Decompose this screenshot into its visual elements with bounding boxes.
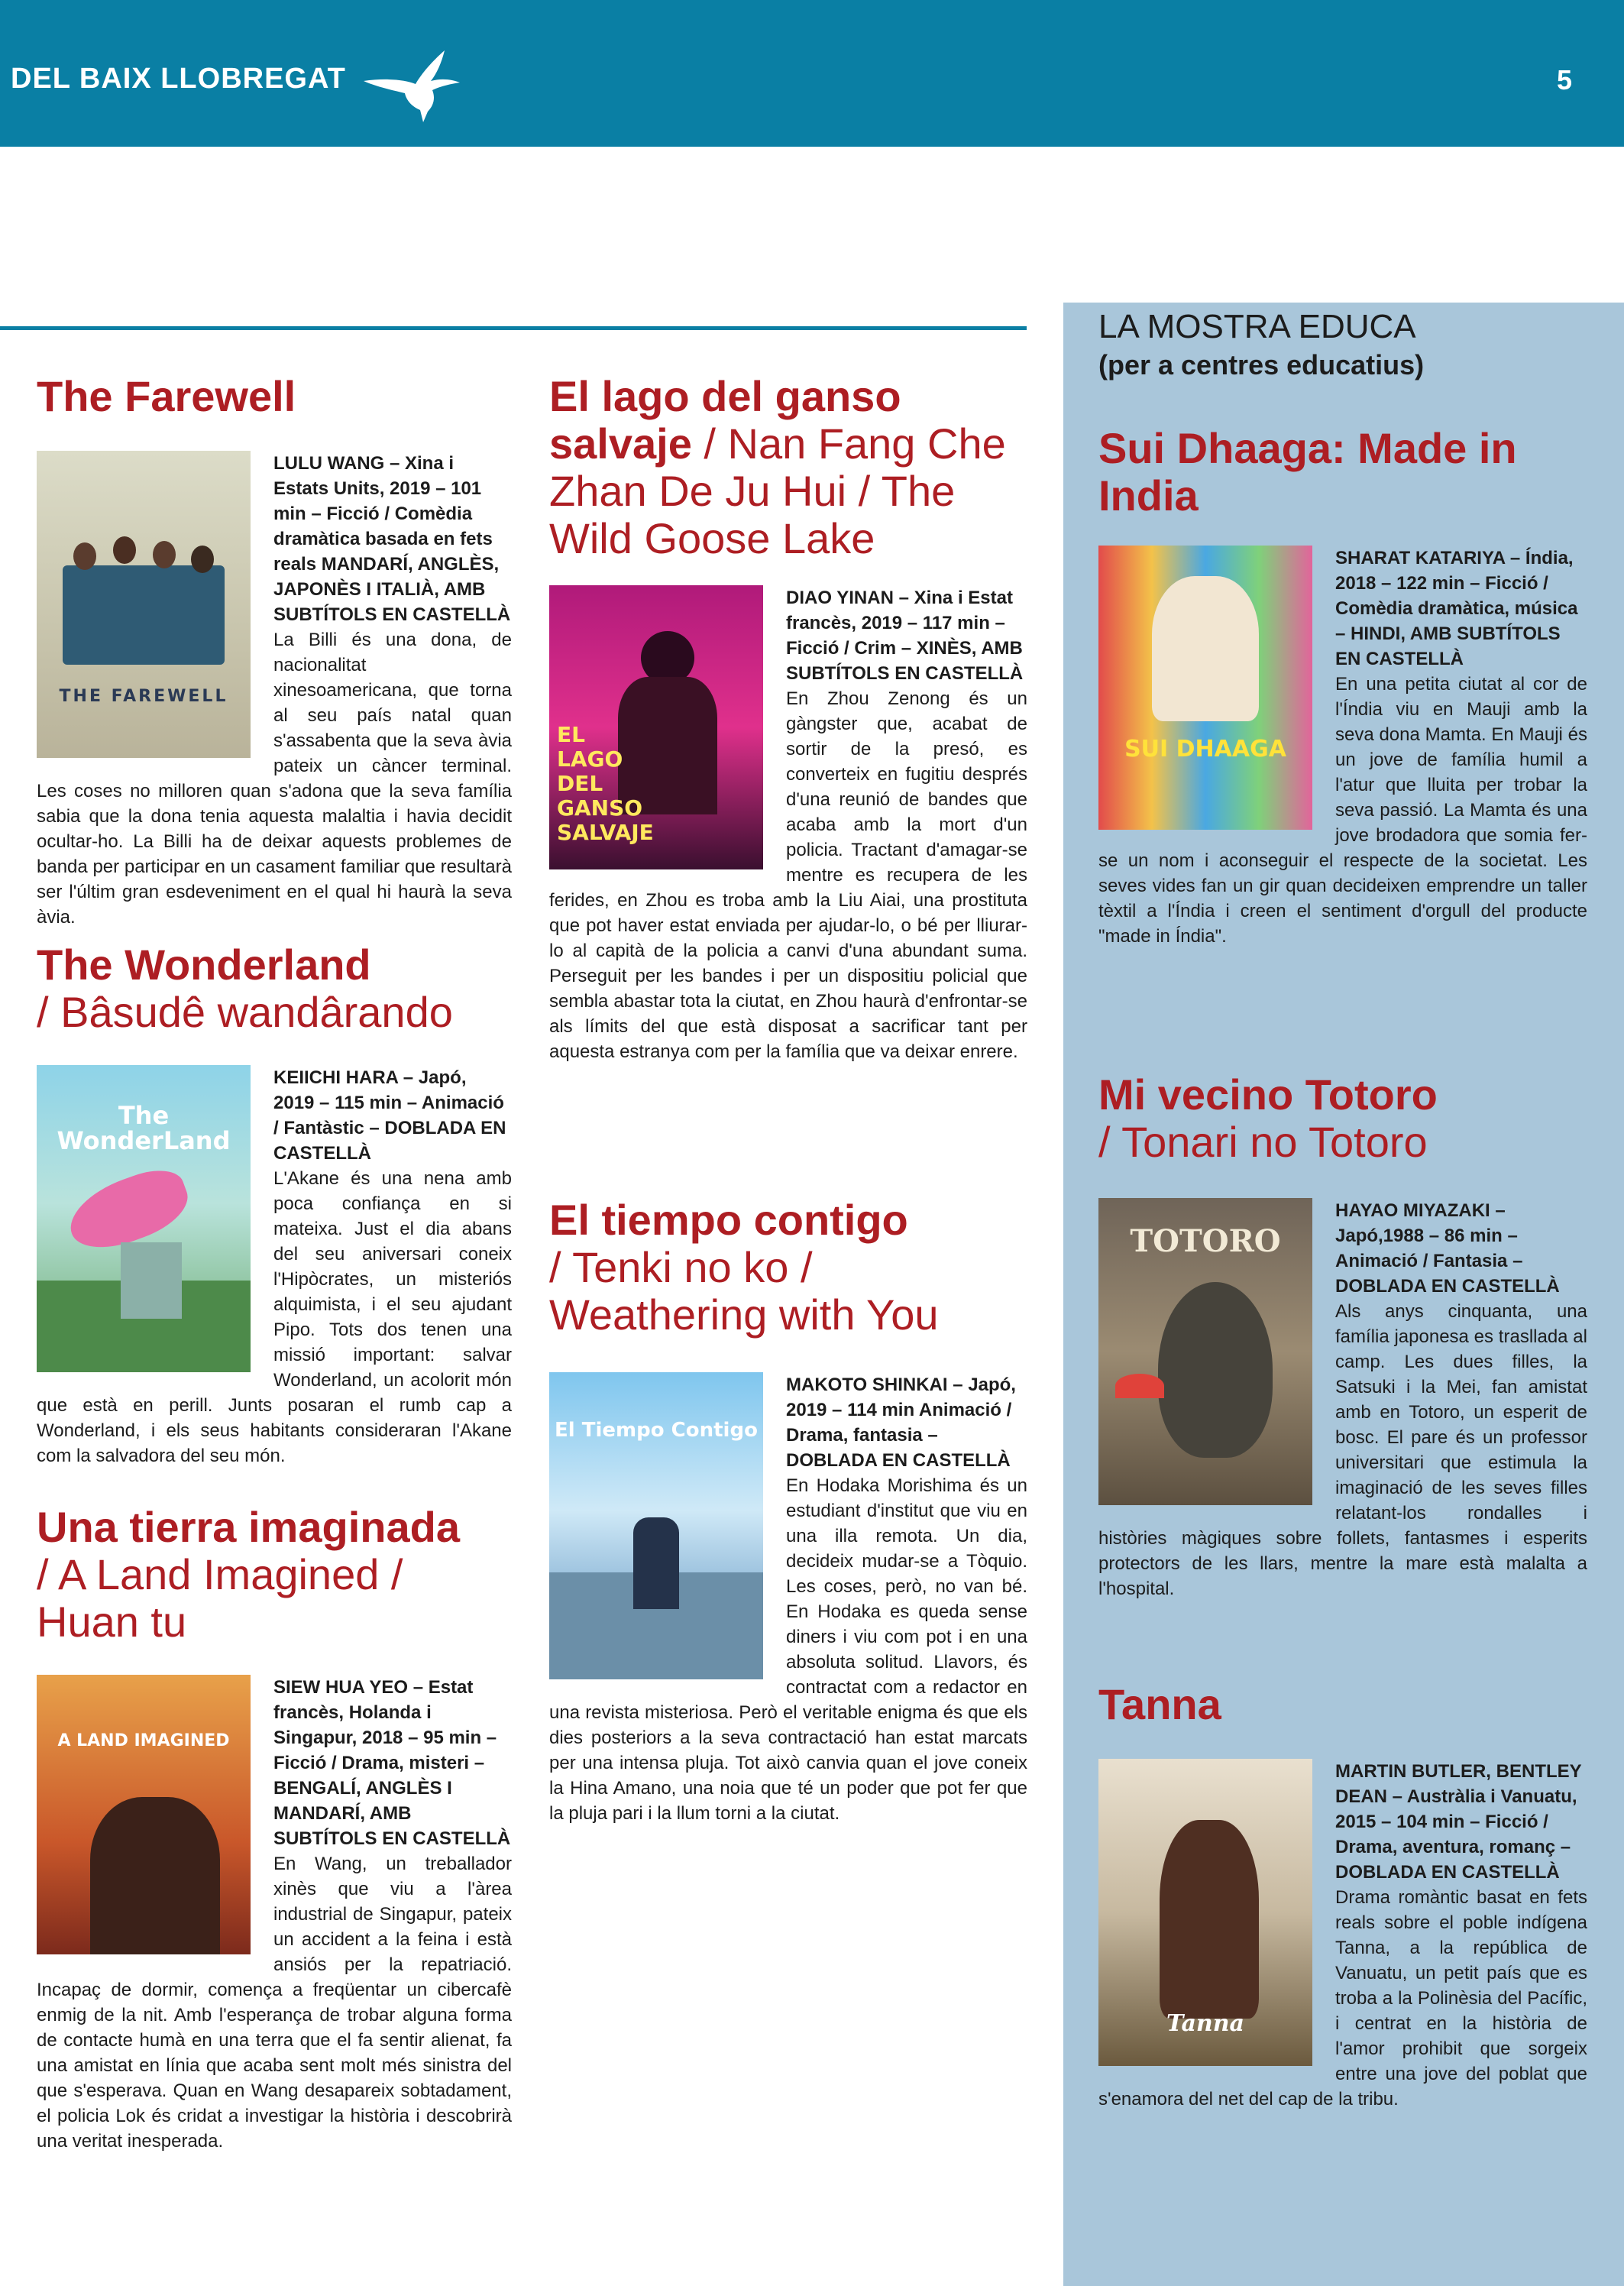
film-entry [1098, 425, 1587, 949]
film-synopsis: L'Akane és una nena amb poca confiança en si mateixa. Just el dia abans del seu aniversari coneix l'Hipòcrates, un misteriós alquimista, i el seu ajudant Pipo. Tots dos tenen una missió important: salvar Wonderland, un acolorit món que està en perill. Junts posaran el rumb cap a Wonderland, i els seus habitants consideraran l'Akane com la salvadora del seu món. [37, 1168, 512, 1466]
film-poster: TOTORO [1098, 1198, 1312, 1505]
film-entry [37, 941, 512, 1468]
film-poster: A LAND IMAGINED [37, 1675, 251, 1954]
film-meta: LULU WANG – Xina i Estats Units, 2019 – 101 min – Ficció / Comèdia dramàtica basada en fets reals MANDARÍ, ANGLÈS, JAPONÈS I ITALIÀ, AMB SUBTÍTOLS EN CASTELLÀ [273, 453, 511, 625]
film-title: Una tierra imaginada / A Land Imagined / Huan tu [37, 1503, 460, 1646]
hummingbird-icon [362, 47, 463, 124]
film-meta: HAYAO MIYAZAKI – Japó,1988 – 86 min – Animació / Fantasia – DOBLADA EN CASTELLÀ [1335, 1200, 1560, 1297]
film-entry [549, 373, 1027, 1064]
header-band [0, 0, 1624, 147]
film-entry [1098, 1071, 1587, 1601]
film-synopsis: En Wang, un treballador xinès que viu a l'àrea industrial de Singapur, pateix un accident a la feina i està ansiós per la repatriació. Incapaç de dormir, comença a freqüentar un cibercafè enmig de la nit. Amb l'esperança de trobar alguna forma de contacte humà en una terra que el fa sentir alienat, fa una amistat en línia que acaba sent molt més sinistra del que s'esperava. Quan en Wang desapareix sobtadament, el policia Lok és cridat a investigar la història i descobrirà una veritat inesperada. [37, 1854, 512, 2152]
film-poster: THE FAREWELL [37, 451, 251, 758]
film-meta: MAKOTO SHINKAI – Japó, 2019 – 114 min Animació / Drama, fantasia – DOBLADA EN CASTELLÀ [786, 1375, 1016, 1471]
sidebar-heading [1098, 307, 1587, 384]
film-entry [1098, 1681, 1587, 2112]
film-title: Mi vecino Totoro / Tonari no Totoro [1098, 1070, 1438, 1166]
film-meta: KEIICHI HARA – Japó, 2019 – 115 min – Animació / Fantàstic – DOBLADA EN CASTELLÀ [273, 1067, 506, 1164]
film-synopsis: Als anys cinquanta, una família japonesa es trasllada al camp. Les dues filles, la Satsuki i la Mei, fan amistat amb en Totoro, un esperit de bosc. El pare és un professor universitari que estimula la imaginació de les seves filles relatant-los rondalles i històries màgiques sobre follets, fantasmes i esperits protectors de les llars, mentre la mare està malalta a l'hospital. [1098, 1301, 1587, 1599]
film-poster: SUI DHAAGA [1098, 546, 1312, 830]
film-meta: SHARAT KATARIYA – Índia, 2018 – 122 min – Ficció / Comèdia dramàtica, música – HINDI, AMB SUBTÍTOLS EN CASTELLÀ [1335, 548, 1578, 669]
page-number: 5 [1556, 64, 1572, 96]
mostra-subtitle: (per a centres educatius) [1098, 349, 1425, 380]
film-synopsis: En Hodaka Morishima és un estudiant d'institut que viu en una illa remota. Un dia, decideix mudar-se a Tòquio. Les coses, però, no van bé. En Hodaka es queda sense diners i viu com pot i en una absoluta solitud. Llavors, és contractat com a redactor en una revista misteriosa. Però el veritable enigma és que els dies posteriors a la seva contractació han estat marcats per una intensa pluja. Tot això canvia quan el jove coneix la Hina Amano, una noia que té un poder que pot fer que la pluja pari i la llum torni a la ciutat. [549, 1475, 1027, 1824]
film-entry [37, 373, 512, 930]
film-synopsis: En una petita ciutat al cor de l'Índia viu en Mauji amb la seva dona Mamta. En Mauji és un jove de família humil a l'atur que lluita per trobar la seva passió. La Mamta és una jove brodadora que somia fer-se un nom i aconseguir el respecte de la societat. Les seves vides fan un gir quan decideixen emprendre un taller tèxtil a l'Índia i creen el sentiment d'orgull del producte "made in Índia". [1098, 674, 1587, 947]
section-rule [0, 326, 1027, 330]
film-entry [549, 1196, 1027, 1826]
film-poster: EL LAGO DEL GANSO SALVAJE [549, 585, 763, 869]
film-title: Sui Dhaaga: Made in India [1098, 424, 1517, 520]
film-meta: SIEW HUA YEO – Estat francès, Holanda i Singapur, 2018 – 95 min – Ficció / Drama, misteri – BENGALÍ, ANGLÈS I MANDARÍ, AMB SUBTÍTOLS EN CASTELLÀ [273, 1677, 511, 1849]
film-poster: The WonderLand [37, 1065, 251, 1372]
film-title: The Wonderland / Bâsudê wandârando [37, 941, 453, 1036]
film-synopsis: La Billi és una dona, de nacionalitat xinesoamericana, que torna al seu país natal quan s'assabenta que la seva àvia pateix un càncer terminal. Les coses no milloren quan s'adona que la seva família sabia que la dona tenia aquesta malaltia i havia decidit ocultar-ho. La Billi ha de deixar aquests problemes de banda per participar en un casament familiar que resultarà ser l'últim gran esdeveniment en el qual hi haurà la seva àvia. [37, 630, 512, 928]
film-title: El lago del ganso salvaje / Nan Fang Che Zhan De Ju Hui / The Wild Goose Lake [549, 372, 1006, 562]
mostra-title: LA MOSTRA EDUCA [1098, 308, 1416, 345]
film-synopsis: En Zhou Zenong és un gàngster que, acabat de sortir de la presó, es converteix en fugitiu després d'una reunió de bandes que acaba amb la mort d'un policia. Tractant d'amagar-se mentre es recupera de les ferides, en Zhou es troba amb la Liu Aiai, una prostituta que pot haver estat enviada per ajudar-lo, o bé per lliurar-lo al capità de la policia a canvi d'una abundant suma. Perseguit per les bandes i per un dispositiu policial que sembla abastar tota la ciutat, en Zhou haurà d'enfrontar-se als límits del que està disposat a sacrificar tant per aquesta estranya com per la família que va deixar enrere. [549, 688, 1027, 1062]
film-meta: MARTIN BUTLER, BENTLEY DEAN – Austràlia i Vanuatu, 2015 – 104 min – Ficció / Drama, aventura, romanç – DOBLADA EN CASTELLÀ [1335, 1761, 1582, 1883]
film-entry [37, 1504, 512, 2154]
brand-name: DEL BAIX LLOBREGAT [11, 63, 346, 95]
film-poster: Tanna [1098, 1759, 1312, 2066]
film-meta: DIAO YINAN – Xina i Estat francès, 2019 – 117 min – Ficció / Crim – XINÈS, AMB SUBTÍTOLS EN CASTELLÀ [786, 588, 1024, 684]
film-title: Tanna [1098, 1680, 1221, 1728]
film-poster: El Tiempo Contigo [549, 1372, 763, 1679]
film-title: El tiempo contigo / Tenki no ko / Weathering with You [549, 1196, 939, 1339]
film-title: The Farewell [37, 372, 296, 420]
film-synopsis: Drama romàntic basat en fets reals sobre el poble indígena Tanna, a la república de Vanuatu, un petit país que es troba a la Polinèsia del Pacífic, i centrat en la història de l'amor prohibit que sorgeix entre una jove del poblat que s'enamora del net del cap de la tribu. [1098, 1887, 1587, 2110]
